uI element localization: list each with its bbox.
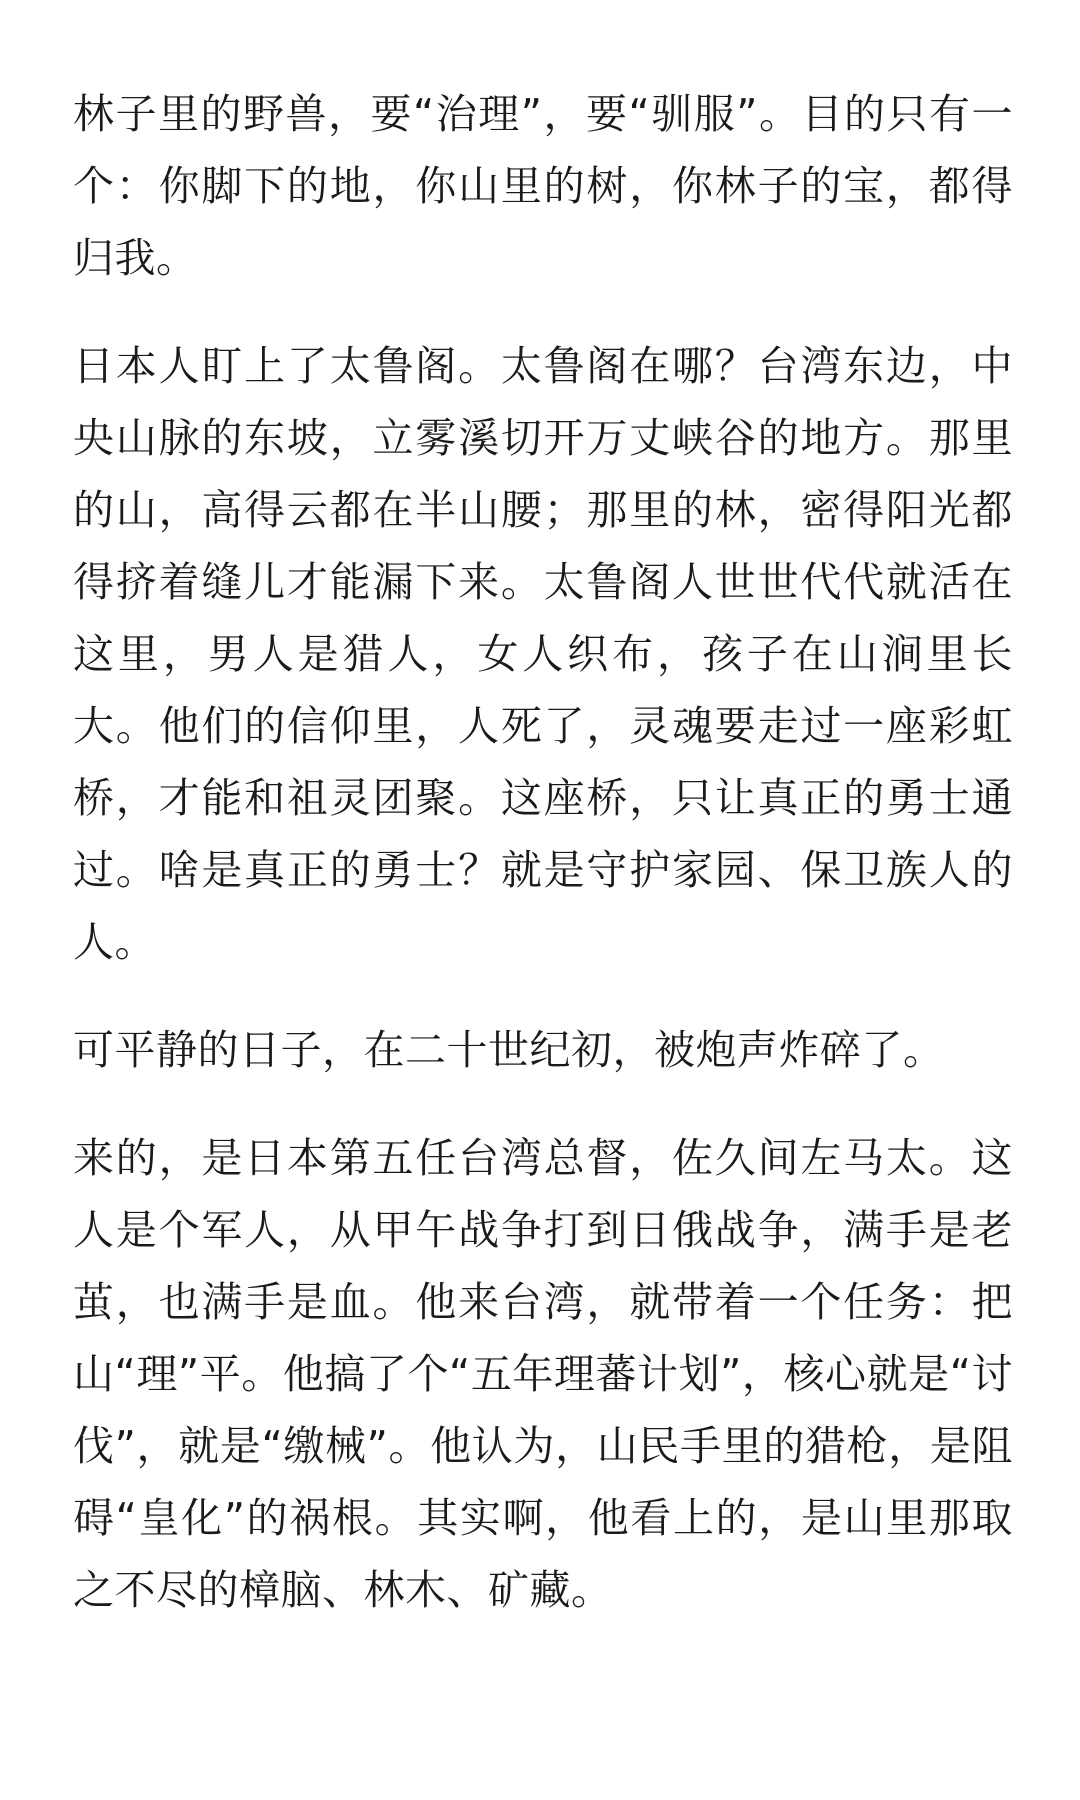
article-body: [73, 78, 1013, 1662]
paragraph-2: 日本人盯上了太鲁阁。太鲁阁在哪？台湾东边，中央山脉的东坡，立雾溪切开万丈峡谷的地方。那里的山，高得云都在半山腰；那里的林，密得阳光都得挤着缝儿才能漏下来。太鲁阁人世世代代就活在这里，男人是猎人，女人织布，孩子在山涧里长大。他们的信仰里，人死了，灵魂要走过一座彩虹桥，才能和祖灵团聚。这座桥，只让真正的勇士通过。啥是真正的勇士？就是守护家园、保卫族人的人。: [73, 342, 1013, 966]
paragraph-3: 可平静的日子，在二十世纪初，被炮声炸碎了。: [73, 1026, 945, 1074]
paragraph-1: 林子里的野兽，要“治理”，要“驯服”。目的只有一个：你脚下的地，你山里的树，你林子的宝，都得归我。: [73, 90, 1013, 282]
paragraph-4: 来的，是日本第五任台湾总督，佐久间左马太。这人是个军人，从甲午战争打到日俄战争，满手是老茧，也满手是血。他来台湾，就带着一个任务：把山“理”平。他搞了个“五年理蕃计划”，核心就是“讨伐”，就是“缴械”。他认为，山民手里的猎枪，是阻碍“皇化”的祸根。其实啊，他看上的，是山里那取之不尽的樟脑、林木、矿藏。: [73, 1134, 1013, 1614]
